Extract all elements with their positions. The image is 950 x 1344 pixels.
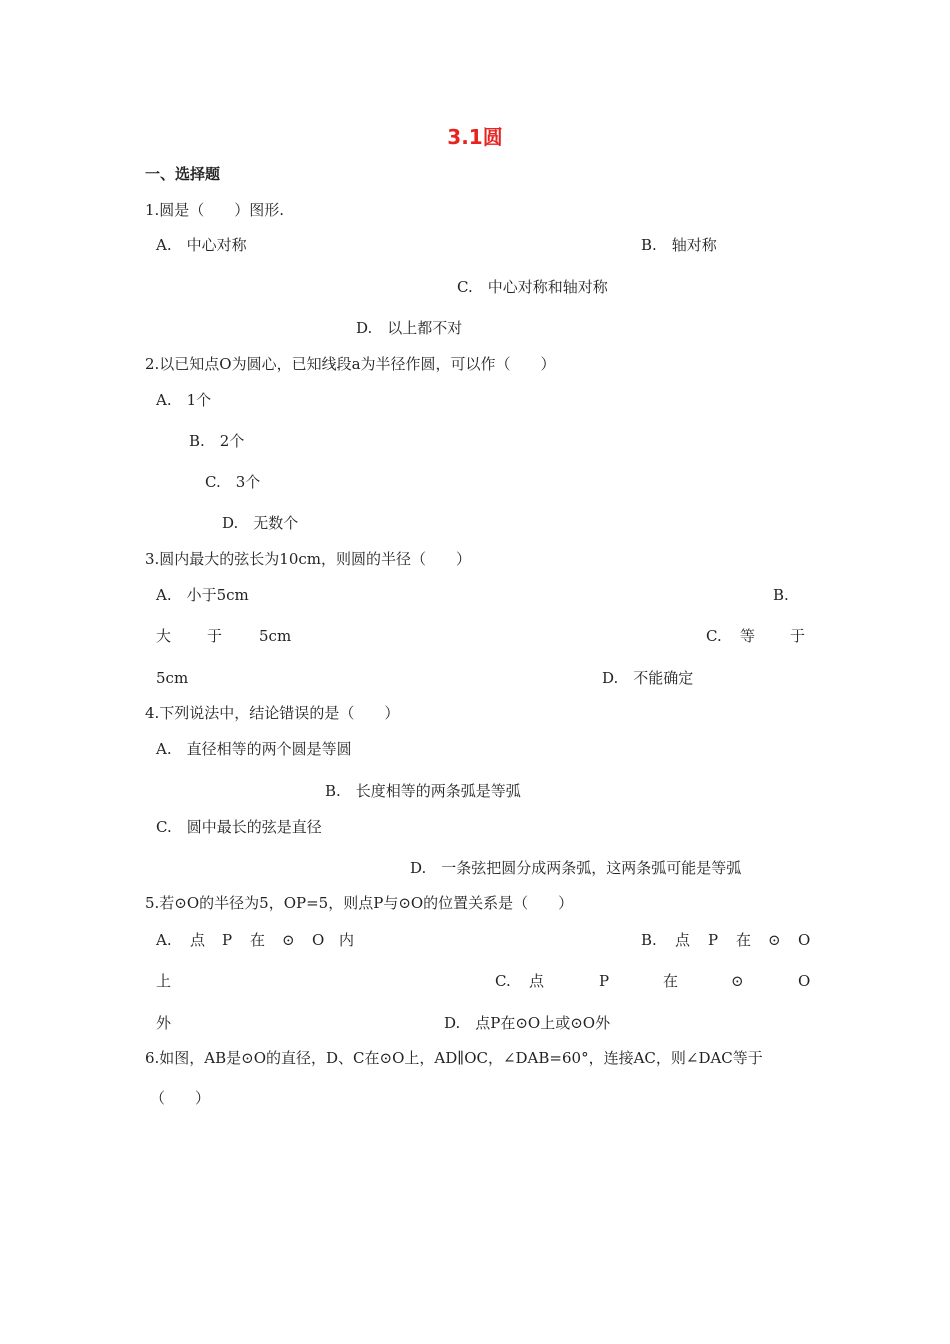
question-5-option-c-word: 在	[663, 972, 679, 990]
question-5-option-b-word: ⊙	[768, 931, 781, 949]
question-6-answer-blank: （ ）	[150, 1089, 211, 1107]
question-5-option-c-word: P	[599, 972, 610, 990]
question-1-option-a[interactable]: A. 中心对称	[156, 236, 247, 254]
question-5-option-c-word: 点	[529, 972, 545, 990]
question-4-option-a[interactable]: A. 直径相等的两个圆是等圆	[156, 740, 352, 758]
question-1-option-c[interactable]: C. 中心对称和轴对称	[457, 278, 608, 296]
question-4-option-c[interactable]: C. 圆中最长的弦是直径	[156, 818, 322, 836]
question-1-option-b[interactable]: B. 轴对称	[641, 236, 717, 254]
section-heading: 一、选择题	[145, 165, 221, 183]
question-2-option-b[interactable]: B. 2个	[189, 432, 245, 450]
question-5-stem: 5.若⊙O的半径为5，OP=5，则点P与⊙O的位置关系是（ ）	[145, 894, 574, 912]
question-3-option-b-word: 5cm	[259, 627, 292, 645]
question-5-option-a-word: 内	[339, 931, 355, 949]
question-5-option-c-word: O	[798, 972, 811, 990]
question-5-option-b-word: 上	[156, 972, 172, 990]
question-5-option-d[interactable]: D. 点P在⊙O上或⊙O外	[444, 1014, 611, 1032]
question-3-stem: 3.圆内最大的弦长为10cm，则圆的半径（ ）	[145, 550, 472, 568]
question-3-option-d[interactable]: D. 不能确定	[602, 669, 694, 687]
question-6-stem: 6.如图，AB是⊙O的直径，D、C在⊙O上，AD∥OC，∠DAB=60°，连接AC，则∠DAC等于	[145, 1049, 763, 1067]
question-3-option-b-word: 于	[207, 627, 223, 645]
question-4-option-b[interactable]: B. 长度相等的两条弧是等弧	[325, 782, 521, 800]
question-3-option-c-word: 于	[790, 627, 806, 645]
question-5-option-a-word: 在	[250, 931, 266, 949]
question-5-option-a-label[interactable]: A.	[156, 931, 172, 949]
question-5-option-b-word: 在	[736, 931, 752, 949]
question-5-option-c-word: ⊙	[731, 972, 744, 990]
question-5-option-a-word: P	[222, 931, 233, 949]
question-3-option-c-label[interactable]: C.	[706, 627, 722, 645]
question-5-option-a-word: O	[312, 931, 325, 949]
question-5-option-b-word: P	[708, 931, 719, 949]
question-5-option-b-label[interactable]: B.	[641, 931, 657, 949]
question-5-option-a-word: ⊙	[282, 931, 295, 949]
question-5-option-a-word: 点	[190, 931, 206, 949]
question-3-option-c-word: 5cm	[156, 669, 189, 687]
question-5-option-c-word: 外	[156, 1014, 172, 1032]
question-4-option-d[interactable]: D. 一条弦把圆分成两条弧，这两条弧可能是等弧	[410, 859, 742, 877]
question-3-option-b-word: 大	[156, 627, 172, 645]
page-title: 3.1圆	[447, 125, 503, 149]
question-1-stem: 1.圆是（ ）图形.	[145, 201, 285, 219]
question-1-option-d[interactable]: D. 以上都不对	[356, 319, 463, 337]
question-5-option-c-label[interactable]: C.	[495, 972, 511, 990]
question-2-option-d[interactable]: D. 无数个	[222, 514, 299, 532]
question-2-option-a[interactable]: A. 1个	[156, 391, 212, 409]
question-5-option-b-word: O	[798, 931, 811, 949]
question-3-option-b-label[interactable]: B.	[773, 586, 789, 604]
question-3-option-a[interactable]: A. 小于5cm	[156, 586, 249, 604]
question-2-option-c[interactable]: C. 3个	[205, 473, 261, 491]
question-3-option-c-word: 等	[740, 627, 756, 645]
question-2-stem: 2.以已知点O为圆心，已知线段a为半径作圆，可以作（ ）	[145, 355, 556, 373]
question-5-option-b-word: 点	[675, 931, 691, 949]
question-4-stem: 4.下列说法中，结论错误的是（ ）	[145, 704, 400, 722]
